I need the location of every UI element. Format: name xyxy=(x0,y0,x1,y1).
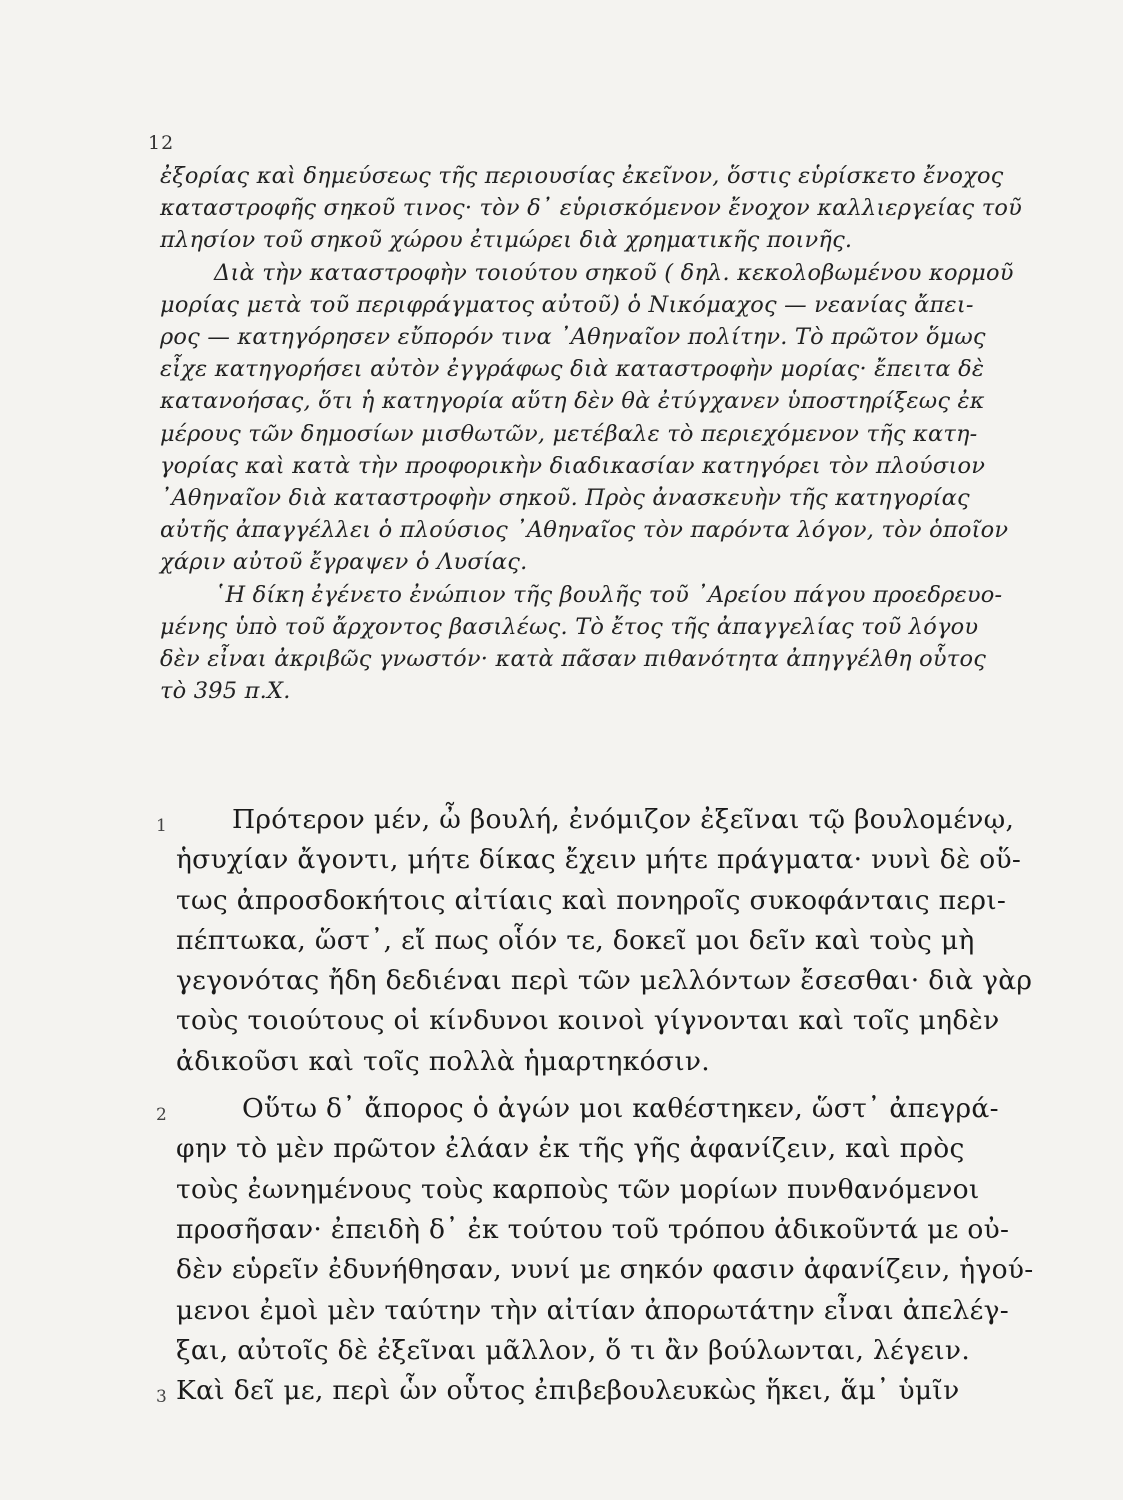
section-3 xyxy=(156,1371,1082,1411)
text-line: ἀδικοῦσι καὶ τοῖς πολλὰ ἡμαρτηκόσιν. xyxy=(176,1045,711,1077)
section-number: 1 xyxy=(156,816,168,836)
intro-line: ᾽Αθηναῖον διὰ καταστροφὴν σηκοῦ. Πρὸς ἀνασκευὴν τῆς κατηγορίας xyxy=(160,485,970,512)
text-line: γεγονότας ἤδη δεδιέναι περὶ τῶν μελλόντων ἔσεσθαι· διὰ γὰρ xyxy=(176,965,1033,997)
intro-line: ρος — κατηγόρησεν εὔπορόν τινα ᾽Αθηναῖον πολίτην. Τὸ πρῶτον ὅμως xyxy=(160,324,986,351)
intro-line: μορίας μετὰ τοῦ περιφράγματος αὐτοῦ) ὁ Νικόμαχος — νεανίας ἄπει- xyxy=(160,291,974,318)
text-line: δὲν εὑρεῖν ἐδυνήθησαν, νυνί με σηκόν φασιν ἀφανίζειν, ἡγού- xyxy=(176,1254,1034,1286)
text-line: τως ἀπροσδοκήτοις αἰτίαις καὶ πονηροῖς συκοφάνταις περι- xyxy=(176,884,1007,916)
text-line: φην τὸ μὲν πρῶτον ἐλάαν ἐκ τῆς γῆς ἀφανίζειν, καὶ πρὸς xyxy=(176,1133,965,1165)
section-1 xyxy=(156,800,1082,1082)
intro-line: μένης ὑπὸ τοῦ ἄρχοντος βασιλέως. Τὸ ἔτος τῆς ἀπαγγελίας τοῦ λόγου xyxy=(160,613,979,640)
text-line: προσῆσαν· ἐπειδὴ δ᾽ ἐκ τούτου τοῦ τρόπου ἀδικοῦντά με οὐ- xyxy=(176,1213,1010,1245)
introduction xyxy=(160,160,1055,707)
text-line: ξαι, αὐτοῖς δὲ ἐξεῖναι μᾶλλον, ὅ τι ἂν βούλωνται, λέγειν. xyxy=(176,1334,971,1366)
text-line: τοὺς τοιούτους οἱ κίνδυνοι κοινοὶ γίγνονται καὶ τοῖς μηδὲν xyxy=(176,1005,1000,1037)
intro-line: αὐτῆς ἀπαγγέλλει ὁ πλούσιος ᾽Αθηναῖος τὸν παρόντα λόγον, τὸν ὁποῖον xyxy=(160,517,1009,544)
intro-line: δὲν εἶναι ἀκριβῶς γνωστόν· κατὰ πᾶσαν πιθανότητα ἀπηγγέλθη οὗτος xyxy=(160,646,986,673)
text-line: Πρότερον μέν, ὦ βουλή, ἐνόμιζον ἐξεῖναι τῷ βουλομένῳ, xyxy=(232,804,1015,835)
page-number: 12 xyxy=(148,132,175,154)
section-2 xyxy=(156,1089,1082,1371)
intro-line: ῾Η δίκη ἐγένετο ἐνώπιον τῆς βουλῆς τοῦ ᾽Αρείου πάγου προεδρευο- xyxy=(214,581,1003,608)
text-line: μενοι ἐμοὶ μὲν ταύτην τὴν αἰτίαν ἀπορωτάτην εἶναι ἀπελέγ- xyxy=(176,1294,1010,1326)
intro-line: τὸ 395 π.Χ. xyxy=(160,678,291,705)
intro-line: χάριν αὐτοῦ ἔγραψεν ὁ Λυσίας. xyxy=(160,549,528,576)
intro-line: Διὰ τὴν καταστροφὴν τοιούτου σηκοῦ ( δηλ. κεκολοβωμένου κορμοῦ xyxy=(214,259,1014,286)
section-number: 3 xyxy=(156,1387,168,1408)
intro-line: καταστροφῆς σηκοῦ τινος· τὸν δ᾽ εὑρισκόμενον ἔνοχον καλλιεργείας τοῦ xyxy=(160,195,1022,222)
text-line: Οὕτω δ᾽ ἄπορος ὁ ἀγών μοι καθέστηκεν, ὥστ᾽ ἀπεγρά- xyxy=(242,1093,999,1125)
intro-line: ἐξορίας καὶ δημεύσεως τῆς περιουσίας ἐκεῖνον, ὅστις εὑρίσκετο ἔνοχος xyxy=(160,163,1004,189)
intro-line: εἶχε κατηγορήσει αὐτὸν ἐγγράφως διὰ καταστροφὴν μορίας· ἔπειτα δὲ xyxy=(160,356,985,383)
intro-line: μέρους τῶν δημοσίων μισθωτῶν, μετέβαλε τὸ περιεχόμενον τῆς κατη- xyxy=(160,420,978,447)
section-number: 2 xyxy=(156,1105,168,1126)
intro-line: κατανοήσας, ὅτι ἡ κατηγορία αὕτη δὲν θὰ ἐτύγχανεν ὑποστηρίξεως ἐκ xyxy=(160,388,985,415)
text-line: πέπτωκα, ὥστ᾽, εἴ πως οἷόν τε, δοκεῖ μοι δεῖν καὶ τοὺς μὴ xyxy=(176,924,975,956)
intro-line: πλησίον τοῦ σηκοῦ χώρου ἐτιμώρει διὰ χρηματικῆς ποινῆς. xyxy=(160,227,853,254)
text-line: Καὶ δεῖ με, περὶ ὧν οὗτος ἐπιβεβουλευκὼς ἥκει, ἅμ᾽ ὑμῖν xyxy=(176,1375,960,1407)
intro-line: γορίας καὶ κατὰ τὴν προφορικὴν διαδικασίαν κατηγόρει τὸν πλούσιον xyxy=(160,452,986,479)
text-line: ἡσυχίαν ἄγοντι, μήτε δίκας ἔχειν μήτε πράγματα· νυνὶ δὲ οὕ- xyxy=(176,844,1022,876)
main-text xyxy=(156,800,1082,1411)
text-line: τοὺς ἐωνημένους τοὺς καρποὺς τῶν μορίων πυνθανόμενοι xyxy=(176,1173,980,1205)
